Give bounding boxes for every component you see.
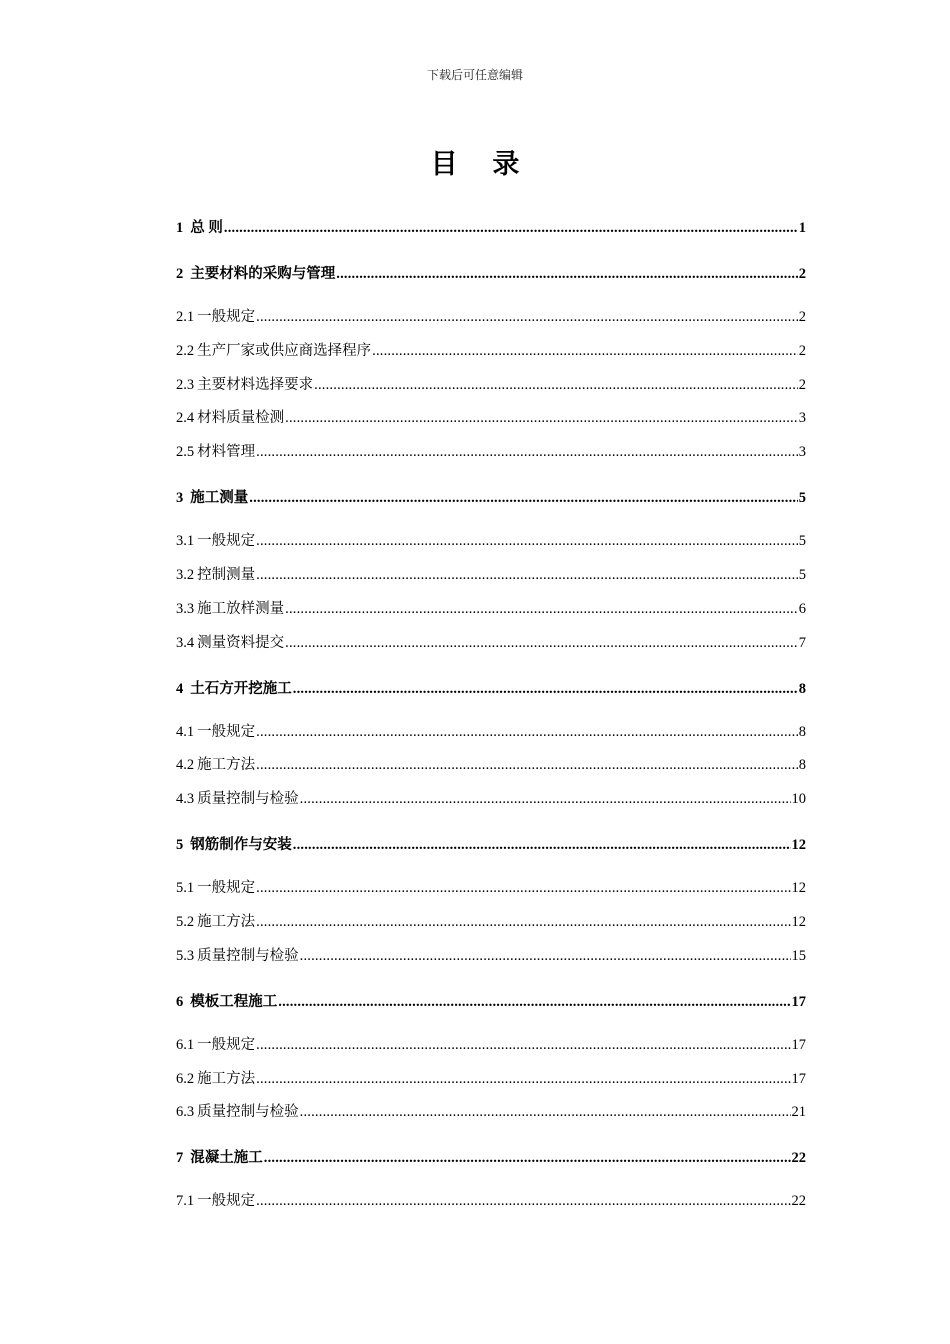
toc-entry-number: 3 [176,490,184,507]
toc-entry-text: 质量控制与检验 [197,947,299,964]
toc-entry-label [176,486,248,507]
toc-dot-leader [300,791,791,808]
toc-dot-leader [256,1193,790,1210]
toc-entry-number: 4.3 [176,791,195,808]
toc-entry-label [176,597,284,618]
toc-page-number: 12 [791,837,806,854]
toc-entry-number: 2.4 [176,410,195,427]
toc-entry-number: 5.1 [176,880,195,897]
toc-page-number: 6 [798,600,806,617]
toc-page-number: 10 [791,791,806,808]
toc-page-number: 12 [791,914,806,930]
toc-entry-label [176,677,292,698]
toc-page-number: 17 [791,1036,806,1053]
toc-entry-label [176,631,284,652]
toc-entry-label [176,440,255,461]
toc-entry-number: 2.1 [176,309,195,325]
toc-entry-number: 2.3 [176,376,195,393]
toc-section-entry[interactable] [176,597,806,617]
toc-entry-label [176,1100,299,1121]
toc-entry-number: 3.4 [176,634,195,651]
toc-section-entry[interactable] [176,406,806,426]
toc-dot-leader [256,724,798,741]
toc-dot-leader [256,309,798,326]
toc-chapter-entry[interactable] [176,216,806,236]
toc-entry-text: 质量控制与检验 [197,791,299,808]
toc-dot-leader [256,914,790,931]
toc-dot-leader [256,1037,790,1054]
toc-chapter-entry[interactable] [176,262,806,282]
toc-dot-leader [285,601,798,618]
toc-dot-leader [285,635,798,652]
toc-entry-label [176,406,284,427]
toc-chapter-entry[interactable] [176,990,806,1010]
toc-entry-label [176,944,299,965]
toc-dot-leader [278,994,790,1011]
toc-dot-leader [285,410,798,427]
toc-entry-number: 2.2 [176,342,195,359]
toc-entry-text: 一般规定 [197,1036,256,1053]
toc-entry-text: 施工方法 [197,914,256,930]
toc-entry-text: 一般规定 [197,723,256,740]
toc-entry-text: 模板工程施工 [190,993,278,1010]
toc-page-number: 7 [798,634,806,651]
toc-entry-label [176,1033,255,1054]
toc-entry-number: 4.2 [176,757,195,774]
toc-dot-leader [264,1150,791,1167]
toc-section-entry[interactable] [176,1033,806,1053]
toc-page-number: 1 [798,220,806,236]
toc-entry-text: 质量控制与检验 [197,1104,299,1121]
toc-dot-leader [256,1071,790,1088]
toc-dot-leader [256,567,798,584]
toc-dot-leader [256,880,790,897]
toc-chapter-entry[interactable] [176,677,806,697]
toc-entry-number: 3.1 [176,533,195,550]
toc-entry-label [176,1189,255,1210]
toc-entry-text: 施工方法 [197,757,256,774]
toc-entry-number: 2 [176,266,184,282]
toc-section-entry[interactable] [176,339,806,359]
toc-entry-label [176,753,255,774]
toc-dot-leader [249,490,798,507]
toc-section-entry[interactable] [176,753,806,773]
toc-page-number: 22 [791,1150,806,1167]
toc-chapter-entry[interactable] [176,486,806,506]
toc-entry-number: 3.2 [176,567,195,583]
toc-section-entry[interactable] [176,720,806,740]
toc-entry-text: 主要材料选择要求 [197,376,314,393]
toc-section-entry[interactable] [176,944,806,964]
toc-entry-text: 一般规定 [197,1193,256,1210]
toc-dot-leader [293,681,798,698]
toc-chapter-entry[interactable] [176,1146,806,1166]
toc-page-number: 8 [798,680,806,697]
toc-entry-number: 6 [176,993,184,1010]
toc-dot-leader [336,266,798,283]
toc-entry-text: 材料管理 [197,444,256,461]
toc-entry-text: 控制测量 [197,567,256,583]
toc-page-number: 2 [798,266,806,282]
toc-page-number: 3 [798,410,806,427]
toc-entry-text: 施工方法 [197,1070,256,1087]
toc-entry-number: 6.2 [176,1070,195,1087]
toc-page-number: 5 [798,567,806,583]
toc-page-number: 2 [798,342,806,359]
toc-entry-label [176,787,299,808]
toc-entry-text: 混凝土施工 [190,1150,263,1167]
toc-entry-label [176,216,223,237]
toc-section-entry[interactable] [176,1100,806,1120]
toc-entry-label [176,563,255,584]
toc-entry-text: 一般规定 [197,309,256,325]
toc-entry-text: 测量资料提交 [197,634,285,651]
toc-entry-label [176,305,255,326]
toc-page-number: 15 [791,947,806,964]
toc-page-number: 2 [798,376,806,393]
toc-dot-leader [293,837,791,854]
toc-entry-label [176,529,255,550]
toc-page-number: 5 [798,533,806,550]
toc-section-entry[interactable] [176,876,806,896]
toc-section-entry[interactable] [176,910,806,930]
toc-section-entry[interactable] [176,1189,806,1209]
toc-page-number: 12 [791,880,806,897]
toc-section-entry[interactable] [176,563,806,583]
toc-entry-number: 4 [176,680,184,697]
toc-dot-leader [300,948,791,965]
toc-page-number: 17 [791,1070,806,1087]
toc-entry-text: 总 则 [190,220,223,236]
toc-title: 目 录 [430,149,534,179]
toc-entry-label [176,339,371,360]
toc-entry-label [176,1067,255,1088]
toc-section-entry[interactable] [176,787,806,807]
toc-chapter-entry[interactable] [176,833,806,853]
toc-section-entry[interactable] [176,631,806,651]
toc-dot-leader [256,444,798,461]
toc-page-number: 8 [798,723,806,740]
toc-dot-leader [224,220,798,237]
toc-entry-text: 土石方开挖施工 [190,680,292,697]
toc-entry-label [176,876,255,897]
toc-section-entry[interactable] [176,529,806,549]
toc-entry-number: 3.3 [176,600,195,617]
toc-entry-label [176,833,292,854]
toc-dot-leader [256,533,798,550]
toc-entry-text: 主要材料的采购与管理 [190,266,336,282]
toc-entry-text: 生产厂家或供应商选择程序 [197,342,372,359]
toc-entry-number: 2.5 [176,444,195,461]
toc-entry-number: 7.1 [176,1193,195,1210]
toc-page-number: 3 [798,444,806,461]
toc-section-entry[interactable] [176,305,806,325]
toc-entry-number: 5 [176,837,184,854]
toc-entry-label [176,262,335,283]
toc-entry-text: 施工测量 [190,490,249,507]
toc-entry-number: 6.1 [176,1036,195,1053]
toc-entry-text: 材料质量检测 [197,410,285,427]
toc-entry-number: 4.1 [176,723,195,740]
toc-entry-text: 钢筋制作与安装 [190,837,292,854]
toc-entry-label [176,720,255,741]
toc-entry-label [176,910,255,931]
toc-dot-leader [372,343,798,360]
toc-entry-number: 1 [176,220,184,236]
toc-page-number: 8 [798,757,806,774]
toc-section-entry[interactable] [176,373,806,393]
toc-dot-leader [300,1104,791,1121]
toc-page-number: 2 [798,309,806,325]
toc-entry-text: 一般规定 [197,533,256,550]
toc-entry-number: 5.3 [176,947,195,964]
toc-page-number: 17 [791,993,806,1010]
toc-entry-number: 7 [176,1150,184,1167]
toc-entry-number: 5.2 [176,914,195,930]
toc-section-entry[interactable] [176,1067,806,1087]
toc-entry-label [176,373,313,394]
toc-entry-number: 6.3 [176,1104,195,1121]
toc-page-number: 21 [791,1104,806,1121]
toc-dot-leader [256,757,798,774]
page-header: 下载后可任意编辑 [426,68,523,82]
toc-entry-text: 施工放样测量 [197,600,285,617]
toc-entry-label [176,990,277,1011]
toc-page-number: 5 [798,490,806,507]
toc-section-entry[interactable] [176,440,806,460]
toc-dot-leader [314,377,798,394]
toc-page-number: 22 [791,1193,806,1210]
toc-entry-label [176,1146,263,1167]
toc-entry-text: 一般规定 [197,880,256,897]
